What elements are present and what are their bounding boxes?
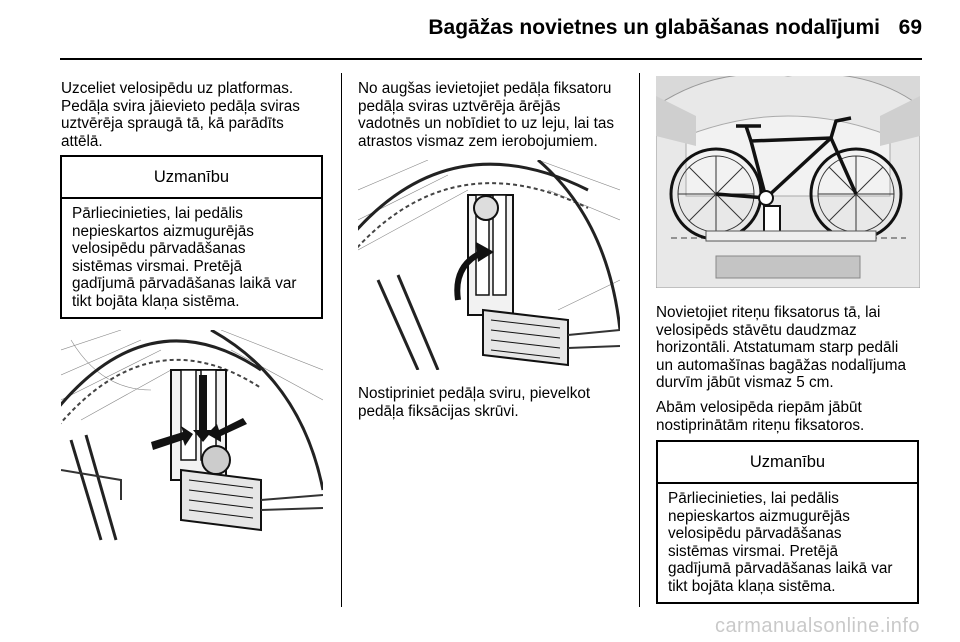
column-divider-2: [639, 73, 640, 607]
instruction-paragraph-1: No augšas ievietojiet pedāļa fiksatoru pedāļa sviras uztvērēja ārējās vadotnēs un nobīdiet to uz leju, lai tas atrastos vismaz zem ierobojumiem.: [358, 80, 614, 150]
caution-title: Uzmanību: [658, 442, 917, 484]
watermark: carmanualsonline.info: [714, 615, 920, 637]
page-number: 69: [898, 16, 922, 39]
instruction-paragraph-2: Abām velosipēda riepām jābūt nostiprinātām riteņu fiksatoros.: [656, 398, 865, 434]
caution-text: Pārliecinieties, lai pedālis nepieskartos aizmugurējās velosipēdu pārvadāšanas sistēmas virsmai. Pretējā gadījumā pārvadāšanas laikā var tikt bojāta klaņa sistēma.: [72, 205, 297, 310]
pedal-fixing-illustration: [358, 160, 620, 370]
pedal-lever-illustration: [61, 330, 323, 542]
page-title: Bagāžas novietnes un glabāšanas nodalījumi: [428, 16, 880, 39]
instruction-paragraph-2: Nostipriniet pedāļa sviru, pievelkot pedāļa fiksācijas skrūvi.: [358, 385, 591, 420]
caution-title: Uzmanību: [62, 157, 321, 199]
column-2-lower: [358, 385, 630, 420]
column-divider-1: [341, 73, 342, 607]
bicycle-on-carrier-illustration: [656, 76, 920, 288]
caution-notice: [60, 155, 323, 319]
column-3: [656, 304, 924, 434]
caution-text: Pārliecinieties, lai pedālis nepieskartos aizmugurējās velosipēdu pārvadāšanas sistēmas virsmai. Pretējā gadījumā pārvadāšanas laikā var tikt bojāta klaņa sistēma.: [668, 490, 893, 595]
instruction-paragraph-1: Novietojiet riteņu fiksatorus tā, lai velosipēds stāvētu daudzmaz horizontāli. Atstatumam starp pedāli un automašīnas bagāžas nodalījuma durvīm jābūt vismaz 5 cm.: [656, 304, 907, 392]
column-2: [358, 80, 630, 150]
caution-notice-2: [656, 440, 919, 604]
header-divider: [60, 58, 922, 60]
column-1: [61, 80, 331, 150]
instruction-paragraph: Uzceliet velosipēdu uz platformas. Pedāļa svira jāievieto pedāļa sviras uztvērēja spraugā tā, kā parādīts attēlā.: [61, 80, 300, 150]
